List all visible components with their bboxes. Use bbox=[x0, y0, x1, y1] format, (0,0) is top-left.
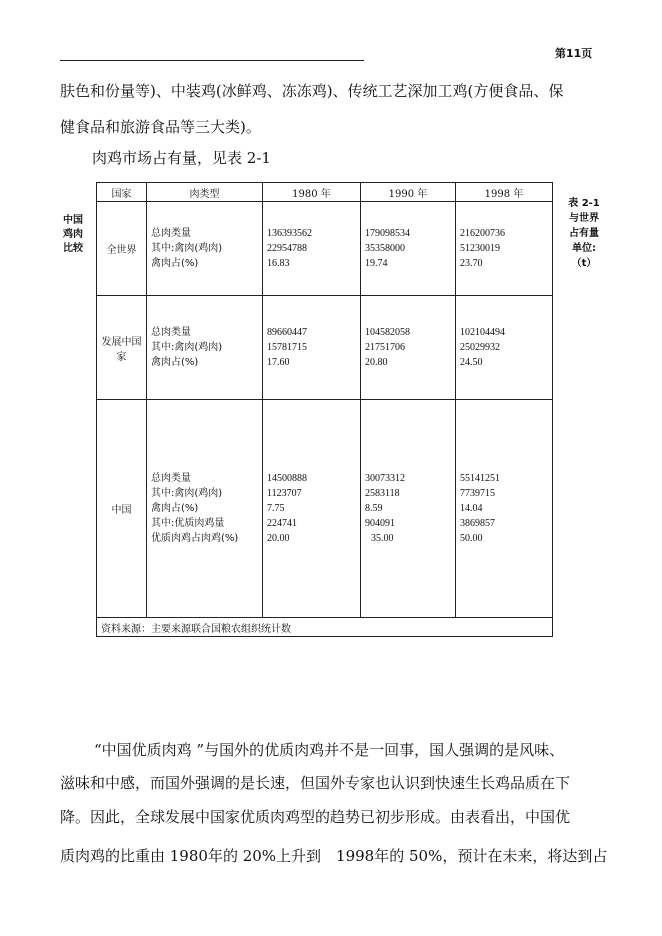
table-header-row bbox=[97, 183, 553, 202]
body-line-2: 滋味和中感，而国外强调的是长速，但国外专家也认识到快速生长鸡品质在下 bbox=[60, 774, 571, 792]
cell-line: 35358000 bbox=[365, 243, 405, 254]
cell-line: 35.00 bbox=[371, 533, 394, 544]
cell-line: 3869857 bbox=[460, 518, 495, 529]
side-left-line: 鸡肉 bbox=[63, 229, 83, 240]
value-cell-1998 bbox=[456, 296, 553, 400]
cell-line: 1123707 bbox=[267, 488, 302, 499]
side-left-line: 比较 bbox=[63, 243, 83, 254]
cell-line: 216200736 bbox=[460, 228, 505, 239]
side-left-line: 中国 bbox=[63, 215, 83, 226]
cell-line: 20.00 bbox=[267, 533, 290, 544]
page-number: 第11页 bbox=[555, 47, 593, 60]
cell-line: 23.70 bbox=[460, 258, 483, 269]
cell-line: 其中:禽肉(鸡肉) bbox=[151, 342, 223, 353]
body-line-1: “中国优质肉鸡 ”与国外的优质肉鸡并不是一回事，国人强调的是风味、 bbox=[94, 741, 565, 759]
cell-line: 24.50 bbox=[460, 357, 483, 368]
cell-line: 7.75 bbox=[267, 503, 285, 514]
value-cell-1998 bbox=[456, 400, 553, 618]
meat-type-cell bbox=[147, 400, 263, 618]
cell-line: 179098534 bbox=[365, 228, 410, 239]
cell-line: 102104494 bbox=[460, 327, 505, 338]
cell-line: 总肉类量 bbox=[151, 327, 191, 338]
cell-line: 50.00 bbox=[460, 533, 483, 544]
region-cell: 全世界 bbox=[97, 202, 147, 296]
meat-type-cell bbox=[147, 296, 263, 400]
side-label-right bbox=[562, 196, 606, 271]
value-cell-1998 bbox=[456, 202, 553, 296]
side-right-line: 与世界 bbox=[569, 213, 599, 224]
header-country: 国家 bbox=[97, 183, 147, 202]
cell-line: 19.74 bbox=[365, 258, 388, 269]
region-cell: 发展中国家 bbox=[97, 296, 147, 400]
cell-line: 20.80 bbox=[365, 357, 388, 368]
cell-line: 总肉类量 bbox=[151, 473, 191, 484]
header-1980: 1980 年 bbox=[263, 183, 361, 202]
header-1998: 1998 年 bbox=[456, 183, 553, 202]
body-line-4: 质肉鸡的比重由 1980年的 20%上升到 1998年的 50%，预计在未来，将达到占 bbox=[60, 847, 608, 865]
cell-line: 其中:禽肉(鸡肉) bbox=[151, 488, 223, 499]
table-caption: 肉鸡市场占有量，见表 2-1 bbox=[92, 149, 271, 167]
cell-line: 禽肉占(%) bbox=[151, 357, 199, 368]
intro-line-1: 肤色和份量等)、中装鸡(冰鲜鸡、冻冻鸡)、传统工艺深加工鸡(方便食品、保 bbox=[60, 82, 564, 100]
cell-line: 禽肉占(%) bbox=[151, 503, 199, 514]
value-cell-1980 bbox=[263, 296, 361, 400]
meat-type-cell bbox=[147, 202, 263, 296]
cell-line: 8.59 bbox=[365, 503, 383, 514]
cell-line: 89660447 bbox=[267, 327, 307, 338]
cell-line: 2583118 bbox=[365, 488, 400, 499]
table-row bbox=[97, 400, 553, 618]
cell-line: 其中:优质肉鸡量 bbox=[151, 518, 225, 529]
meat-market-table bbox=[96, 182, 553, 637]
table-row bbox=[97, 202, 553, 296]
cell-line: 16.83 bbox=[267, 258, 290, 269]
header-meat-type: 肉类型 bbox=[147, 183, 263, 202]
cell-line: 22954788 bbox=[267, 243, 307, 254]
value-cell-1990 bbox=[361, 296, 456, 400]
cell-line: 51230019 bbox=[460, 243, 500, 254]
cell-line: 25029932 bbox=[460, 342, 500, 353]
cell-line: 17.60 bbox=[267, 357, 290, 368]
cell-line: 136393562 bbox=[267, 228, 312, 239]
cell-line: 15781715 bbox=[267, 342, 307, 353]
cell-line: 总肉类量 bbox=[151, 228, 191, 239]
side-right-line: 占有量 bbox=[569, 228, 599, 239]
body-line-3: 降。因此，全球发展中国家优质肉鸡型的趋势已初步形成。由表看出，中国优 bbox=[60, 808, 571, 826]
value-cell-1990 bbox=[361, 202, 456, 296]
side-right-line: （t） bbox=[571, 258, 597, 269]
value-cell-1980 bbox=[263, 202, 361, 296]
region-cell: 中国 bbox=[97, 400, 147, 618]
intro-line-2: 健食品和旅游食品等三大类)。 bbox=[60, 118, 261, 136]
cell-line: 其中:禽肉(鸡肉) bbox=[151, 243, 223, 254]
cell-line: 7739715 bbox=[460, 488, 495, 499]
side-label-left bbox=[58, 214, 88, 256]
cell-line: 14.04 bbox=[460, 503, 483, 514]
cell-line: 30073312 bbox=[365, 473, 405, 484]
cell-line: 55141251 bbox=[460, 473, 500, 484]
cell-line: 224741 bbox=[267, 518, 297, 529]
side-right-line: 单位: bbox=[572, 243, 596, 254]
header-rule bbox=[60, 60, 364, 61]
side-right-line: 表 2-1 bbox=[568, 198, 600, 209]
cell-line: 104582058 bbox=[365, 327, 410, 338]
value-cell-1980 bbox=[263, 400, 361, 618]
cell-line: 904091 bbox=[365, 518, 395, 529]
table-source-row bbox=[97, 618, 553, 637]
header-1990: 1990 年 bbox=[361, 183, 456, 202]
cell-line: 21751706 bbox=[365, 342, 405, 353]
cell-line: 优质肉鸡占肉鸡(%) bbox=[151, 533, 239, 544]
cell-line: 14500888 bbox=[267, 473, 307, 484]
cell-line: 禽肉占(%) bbox=[151, 258, 199, 269]
table-row bbox=[97, 296, 553, 400]
value-cell-1990 bbox=[361, 400, 456, 618]
source-note: 资料来源：主要来源联合国粮农组织统计数 bbox=[97, 618, 553, 637]
